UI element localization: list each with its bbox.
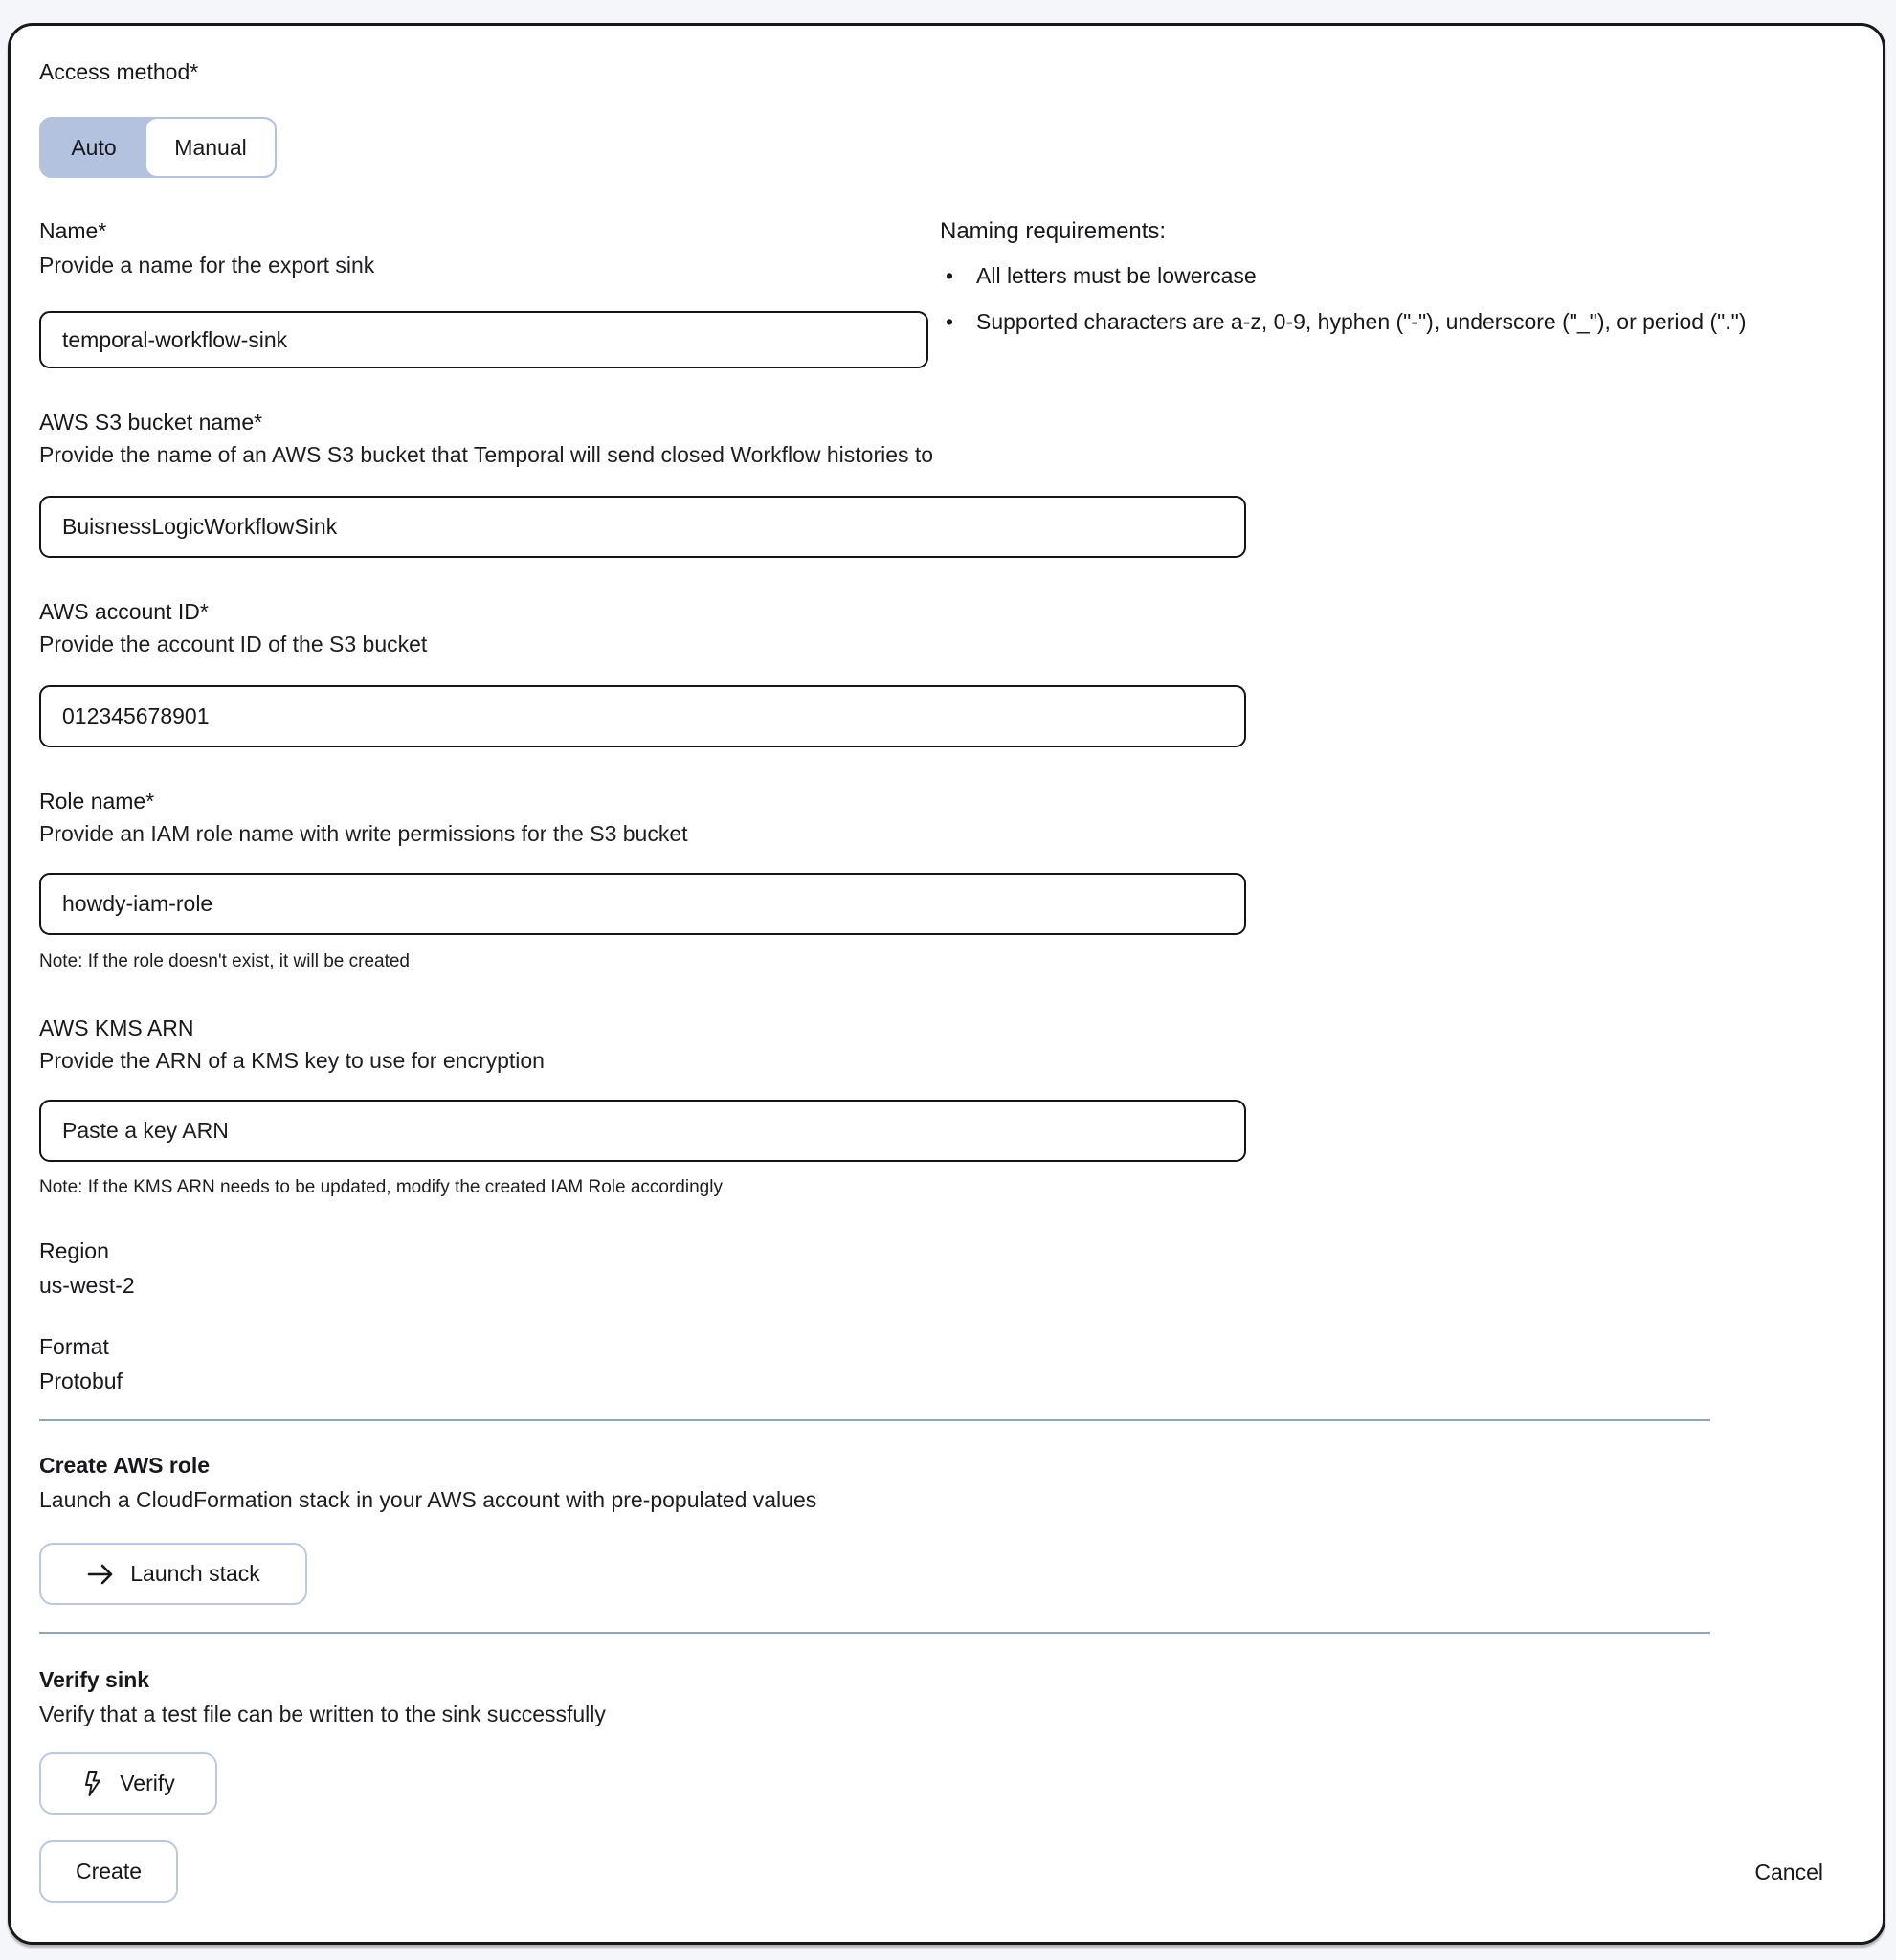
s3-bucket-description: Provide the name of an AWS S3 bucket that Temporal will send closed Workflow histories to <box>39 442 934 467</box>
account-id-label: AWS account ID* <box>39 599 209 624</box>
region-value: us-west-2 <box>39 1273 135 1298</box>
naming-requirements-title: Naming requirements: <box>940 218 1167 244</box>
create-aws-role-title: Create AWS role <box>39 1453 211 1478</box>
name-input[interactable] <box>39 311 928 368</box>
create-aws-role-description: Launch a CloudFormation stack in your AWS account with pre-populated values <box>39 1487 817 1512</box>
kms-arn-note: Note: If the KMS ARN needs to be updated, modify the created IAM Role accordingly <box>39 1177 723 1197</box>
naming-requirement-item: • All letters must be lowercase <box>940 256 1763 295</box>
s3-bucket-label: AWS S3 bucket name* <box>39 410 263 434</box>
name-label: Name* <box>39 218 107 243</box>
role-name-description: Provide an IAM role name with write permissions for the S3 bucket <box>39 821 688 846</box>
verify-button[interactable] <box>39 1752 217 1815</box>
toggle-option-manual[interactable]: Manual <box>146 119 275 176</box>
name-description: Provide a name for the export sink <box>39 253 375 278</box>
section-divider <box>39 1419 1710 1421</box>
naming-requirements-list <box>940 256 1763 348</box>
arrow-right-icon <box>86 1562 115 1587</box>
access-method-toggle <box>39 117 277 178</box>
role-name-input[interactable] <box>39 873 1246 935</box>
launch-stack-button-label: Launch stack <box>130 1561 260 1586</box>
verify-sink-description: Verify that a test file can be written to the sink successfully <box>39 1702 606 1726</box>
kms-arn-input[interactable] <box>39 1100 1246 1162</box>
role-name-note: Note: If the role doesn't exist, it will be created <box>39 951 410 971</box>
create-button[interactable] <box>39 1840 178 1903</box>
kms-arn-description: Provide the ARN of a KMS key to use for encryption <box>39 1048 545 1073</box>
access-method-label: Access method* <box>39 59 199 84</box>
section-divider <box>39 1632 1710 1634</box>
kms-arn-label: AWS KMS ARN <box>39 1015 194 1040</box>
verify-sink-title: Verify sink <box>39 1667 150 1692</box>
lightning-icon <box>81 1770 104 1798</box>
verify-button-label: Verify <box>120 1771 175 1795</box>
role-name-label: Role name* <box>39 789 155 813</box>
naming-requirement-item: • Supported characters are a-z, 0-9, hyphen ("-"), underscore ("_"), or period (".") <box>940 302 1763 341</box>
launch-stack-button[interactable] <box>39 1543 307 1605</box>
region-label: Region <box>39 1238 109 1263</box>
format-value: Protobuf <box>39 1369 123 1393</box>
format-label: Format <box>39 1334 109 1359</box>
cancel-link[interactable]: Cancel <box>1754 1860 1823 1884</box>
account-id-description: Provide the account ID of the S3 bucket <box>39 632 428 657</box>
create-button-label: Create <box>75 1859 143 1883</box>
s3-bucket-input[interactable] <box>39 496 1246 558</box>
toggle-option-auto[interactable]: Auto <box>41 119 146 176</box>
account-id-input[interactable] <box>39 685 1246 747</box>
